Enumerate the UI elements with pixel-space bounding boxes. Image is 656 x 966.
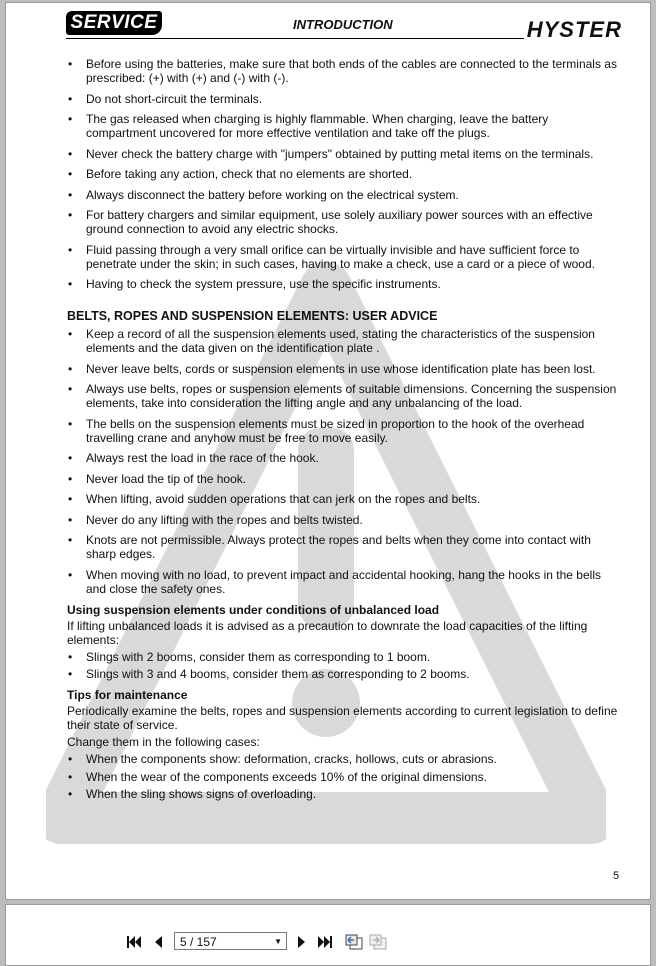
belts-section-heading: BELTS, ROPES AND SUSPENSION ELEMENTS: USER ADVICE	[67, 309, 438, 323]
previous-view-button[interactable]	[344, 932, 364, 952]
unbalanced-load-intro: If lifting unbalanced loads it is advised as a precaution to downrate the load capacities of the lifting elements:	[67, 618, 588, 647]
unbalanced-load-heading: Using suspension elements under conditions of unbalanced load	[67, 602, 440, 617]
list-item: • Slings with 3 and 4 booms, consider them as corresponding to 2 booms.	[67, 667, 620, 681]
list-item: • Knots are not permissible. Always protect the ropes and belts when they come into contact with sharp edges.	[67, 533, 620, 561]
next-view-button[interactable]	[368, 932, 388, 952]
next-page-icon	[297, 935, 307, 949]
belts-advice-list	[67, 327, 620, 596]
previous-page-icon	[153, 935, 163, 949]
list-item: • When the sling shows signs of overloading.	[67, 787, 620, 801]
first-page-button[interactable]	[126, 932, 142, 952]
list-item: • Always disconnect the battery before working on the electrical system.	[67, 188, 620, 202]
maintenance-list	[67, 752, 620, 801]
list-item: • Fluid passing through a very small orifice can be virtually invisible and have sufficient force to penetrate under the skin; in such cases, having to make a check, use a card or a piece of wood.	[67, 243, 620, 271]
list-item: • The bells on the suspension elements must be sized in proportion to the hook of the overhead travelling crane and anyhow must be free to move easily.	[67, 417, 620, 445]
list-item: • Never do any lifting with the ropes and belts twisted.	[67, 513, 620, 527]
list-item: • Before taking any action, check that no elements are shorted.	[67, 167, 620, 181]
maintenance-change-intro: Change them in the following cases:	[67, 735, 260, 749]
next-page-button[interactable]	[294, 932, 310, 952]
list-item: • Slings with 2 booms, consider them as corresponding to 1 boom.	[67, 650, 620, 664]
service-badge: SERVICE	[66, 11, 162, 35]
list-item: • Keep a record of all the suspension elements used, stating the characteristics of the suspension elements and the data given on the identification plate .	[67, 327, 620, 355]
list-item: • Never leave belts, cords or suspension elements in use whose identification plate has been lost.	[67, 362, 620, 376]
list-item: • When the wear of the components exceeds 10% of the original dimensions.	[67, 770, 620, 784]
list-item: • Always use belts, ropes or suspension elements of suitable dimensions. Concerning the suspension elements, take into consideration the lifting angle and any unbalancing of the load.	[67, 382, 620, 410]
page-indicator-text: 5 / 157	[180, 935, 217, 949]
list-item: • Never load the tip of the hook.	[67, 472, 620, 486]
brand-logo: HYSTER	[526, 17, 622, 42]
next-view-icon	[368, 933, 388, 951]
section-title: INTRODUCTION	[293, 17, 393, 32]
pdf-navigation-toolbar	[120, 932, 420, 952]
maintenance-heading: Tips for maintenance	[67, 688, 188, 702]
list-item: • The gas released when charging is highly flammable. When charging, leave the battery compartment uncovered for more effective ventilation and take off the plugs.	[67, 112, 620, 140]
list-item: • Do not short-circuit the terminals.	[67, 92, 620, 106]
previous-view-icon	[344, 933, 364, 951]
last-page-icon	[317, 935, 333, 949]
first-page-icon	[126, 935, 142, 949]
maintenance-paragraph: Periodically examine the belts, ropes and suspension elements according to current legislation to define their state of service.	[67, 704, 618, 732]
list-item: • When moving with no load, to prevent impact and accidental hooking, hang the hooks in the bells and close the safety ones.	[67, 568, 620, 596]
list-item: • Never check the battery charge with "jumpers" obtained by putting metal items on the terminals.	[67, 147, 620, 161]
list-item: • For battery chargers and similar equipment, use solely auxiliary power sources with an effective ground connection to avoid any electric shocks.	[67, 208, 620, 236]
page-header	[66, 7, 622, 41]
last-page-button[interactable]	[317, 932, 333, 952]
list-item: • When lifting, avoid sudden operations that can jerk on the ropes and belts.	[67, 492, 620, 506]
document-page	[5, 2, 651, 900]
page-number-select[interactable]	[174, 932, 287, 950]
dropdown-caret-icon: ▼	[274, 937, 282, 946]
electrical-safety-list	[67, 57, 620, 291]
previous-page-button[interactable]	[150, 932, 166, 952]
page-number: 5	[613, 870, 620, 882]
list-item: • When the components show: deformation, cracks, hollows, cuts or abrasions.	[67, 752, 620, 766]
page-content	[67, 57, 620, 805]
list-item: • Having to check the system pressure, use the specific instruments.	[67, 277, 620, 291]
header-rule	[66, 38, 524, 39]
unbalanced-load-list	[67, 650, 620, 682]
list-item: • Always rest the load in the race of the hook.	[67, 451, 620, 465]
list-item: • Before using the batteries, make sure that both ends of the cables are connected to the terminals as prescribed: (+) with (+) and (-) with (-).	[67, 57, 620, 85]
